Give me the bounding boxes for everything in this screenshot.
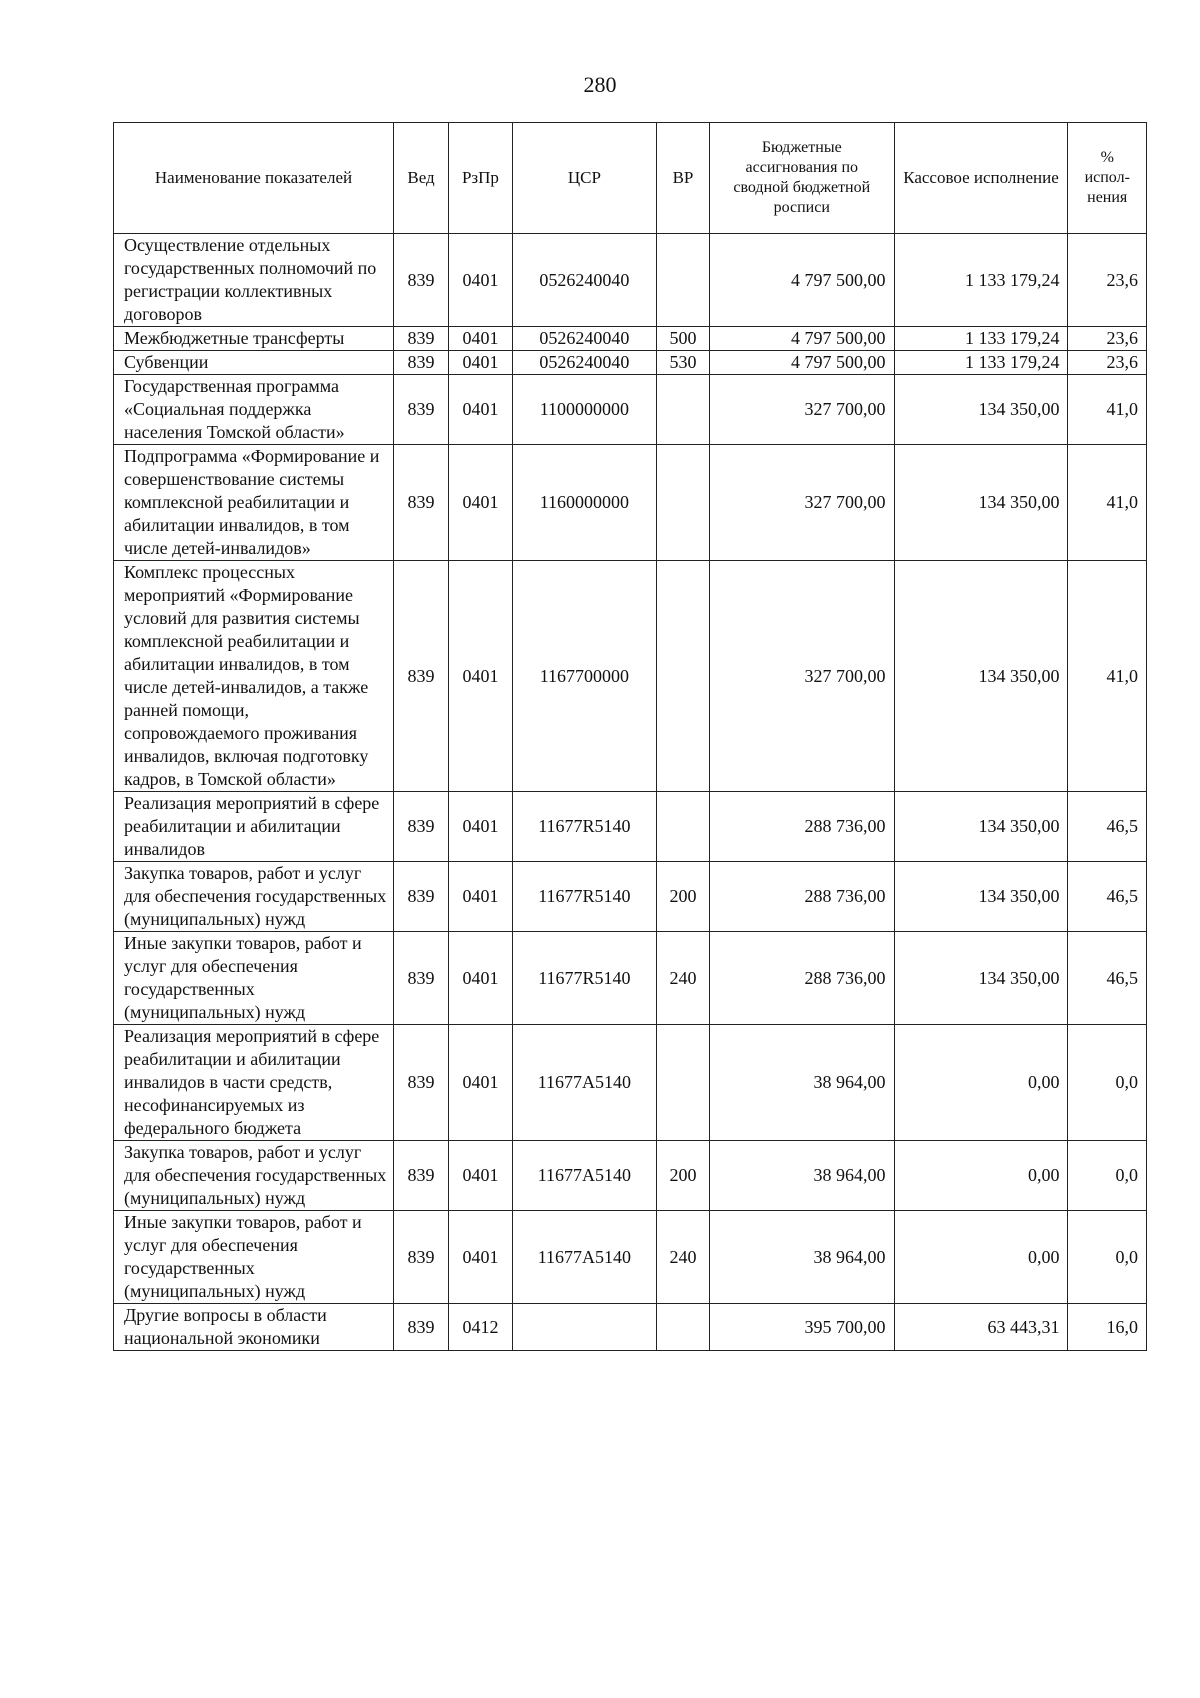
row-budget-allocation: 38 964,00 — [710, 1211, 895, 1304]
header-budget-allocations: Бюджетные ассигнования по сводной бюджетной росписи — [710, 123, 895, 234]
row-ved: 839 — [393, 932, 448, 1025]
row-csr: 11677R5140 — [512, 932, 656, 1025]
table-row — [114, 932, 1147, 1025]
header-csr: ЦСР — [512, 123, 656, 234]
table-row — [114, 327, 1147, 351]
row-rzpr: 0401 — [449, 792, 513, 862]
row-ved: 839 — [393, 1211, 448, 1304]
row-csr: 11677R5140 — [512, 862, 656, 932]
row-ved: 839 — [393, 862, 448, 932]
row-execution-percent: 16,0 — [1068, 1304, 1147, 1351]
row-execution-percent: 0,0 — [1068, 1025, 1147, 1141]
row-name: Государственная программа «Социальная поддержка населения Томской области» — [114, 375, 394, 445]
row-execution-percent: 41,0 — [1068, 561, 1147, 792]
row-rzpr: 0401 — [449, 1025, 513, 1141]
row-cash-execution: 134 350,00 — [894, 445, 1068, 561]
row-cash-execution: 0,00 — [894, 1025, 1068, 1141]
row-csr: 0526240040 — [512, 327, 656, 351]
table-row — [114, 234, 1147, 327]
row-vr: 240 — [656, 1211, 709, 1304]
row-execution-percent: 23,6 — [1068, 327, 1147, 351]
row-execution-percent: 23,6 — [1068, 234, 1147, 327]
row-name: Субвенции — [114, 351, 394, 375]
row-execution-percent: 0,0 — [1068, 1141, 1147, 1211]
row-vr — [656, 1025, 709, 1141]
row-rzpr: 0401 — [449, 375, 513, 445]
row-budget-allocation: 395 700,00 — [710, 1304, 895, 1351]
row-vr: 500 — [656, 327, 709, 351]
row-csr: 11677A5140 — [512, 1025, 656, 1141]
row-rzpr: 0401 — [449, 1211, 513, 1304]
row-rzpr: 0401 — [449, 445, 513, 561]
row-ved: 839 — [393, 351, 448, 375]
header-vr: ВР — [656, 123, 709, 234]
row-vr — [656, 234, 709, 327]
row-rzpr: 0401 — [449, 1141, 513, 1211]
row-name: Комплекс процессных мероприятий «Формирование условий для развития системы комплексной реабилитации и абилитации инвалидов, в том числе детей-инвалидов, а также ранней помощи, сопровождаемого проживания инвалидов, включая подготовку кадров, в Томской области» — [114, 561, 394, 792]
row-budget-allocation: 327 700,00 — [710, 375, 895, 445]
header-cash-execution: Кассовое исполнение — [894, 123, 1068, 234]
row-ved: 839 — [393, 327, 448, 351]
row-vr — [656, 375, 709, 445]
row-budget-allocation: 327 700,00 — [710, 561, 895, 792]
row-name: Иные закупки товаров, работ и услуг для обеспечения государственных (муниципальных) нужд — [114, 1211, 394, 1304]
row-csr — [512, 1304, 656, 1351]
table-header-row — [114, 123, 1147, 234]
row-cash-execution: 63 443,31 — [894, 1304, 1068, 1351]
row-execution-percent: 46,5 — [1068, 932, 1147, 1025]
header-execution-percent: % испол-нения — [1068, 123, 1147, 234]
row-rzpr: 0401 — [449, 234, 513, 327]
table-row — [114, 1141, 1147, 1211]
row-csr: 0526240040 — [512, 351, 656, 375]
row-vr: 530 — [656, 351, 709, 375]
row-ved: 839 — [393, 234, 448, 327]
row-cash-execution: 1 133 179,24 — [894, 351, 1068, 375]
row-vr: 240 — [656, 932, 709, 1025]
row-execution-percent: 23,6 — [1068, 351, 1147, 375]
row-name: Иные закупки товаров, работ и услуг для обеспечения государственных (муниципальных) нужд — [114, 932, 394, 1025]
row-cash-execution: 134 350,00 — [894, 932, 1068, 1025]
table-row — [114, 1211, 1147, 1304]
row-cash-execution: 1 133 179,24 — [894, 327, 1068, 351]
row-cash-execution: 134 350,00 — [894, 792, 1068, 862]
row-name: Закупка товаров, работ и услуг для обеспечения государственных (муниципальных) нужд — [114, 862, 394, 932]
row-csr: 11677A5140 — [512, 1211, 656, 1304]
row-vr — [656, 792, 709, 862]
table-row — [114, 862, 1147, 932]
row-csr: 1160000000 — [512, 445, 656, 561]
row-vr — [656, 561, 709, 792]
row-rzpr: 0401 — [449, 932, 513, 1025]
row-budget-allocation: 4 797 500,00 — [710, 234, 895, 327]
table-row — [114, 351, 1147, 375]
row-rzpr: 0401 — [449, 561, 513, 792]
row-csr: 11677R5140 — [512, 792, 656, 862]
row-name: Подпрограмма «Формирование и совершенствование системы комплексной реабилитации и абилитации инвалидов, в том числе детей-инвалидов» — [114, 445, 394, 561]
row-vr — [656, 1304, 709, 1351]
row-ved: 839 — [393, 1141, 448, 1211]
row-vr: 200 — [656, 862, 709, 932]
row-name: Межбюджетные трансферты — [114, 327, 394, 351]
table-row — [114, 445, 1147, 561]
row-rzpr: 0401 — [449, 862, 513, 932]
row-cash-execution: 0,00 — [894, 1141, 1068, 1211]
table-row — [114, 792, 1147, 862]
row-execution-percent: 0,0 — [1068, 1211, 1147, 1304]
row-budget-allocation: 38 964,00 — [710, 1141, 895, 1211]
row-budget-allocation: 4 797 500,00 — [710, 351, 895, 375]
page-number: 280 — [583, 72, 617, 97]
row-name: Реализация мероприятий в сфере реабилитации и абилитации инвалидов — [114, 792, 394, 862]
table-body — [114, 234, 1147, 1351]
table-row — [114, 375, 1147, 445]
row-csr: 1100000000 — [512, 375, 656, 445]
table-row — [114, 1025, 1147, 1141]
row-cash-execution: 134 350,00 — [894, 561, 1068, 792]
row-execution-percent: 41,0 — [1068, 375, 1147, 445]
row-cash-execution: 134 350,00 — [894, 862, 1068, 932]
header-ved: Вед — [393, 123, 448, 234]
row-execution-percent: 46,5 — [1068, 862, 1147, 932]
row-ved: 839 — [393, 1025, 448, 1141]
row-vr: 200 — [656, 1141, 709, 1211]
table-row — [114, 1304, 1147, 1351]
row-budget-allocation: 327 700,00 — [710, 445, 895, 561]
row-csr: 11677A5140 — [512, 1141, 656, 1211]
row-name: Осуществление отдельных государственных полномочий по регистрации коллективных договоров — [114, 234, 394, 327]
row-name: Закупка товаров, работ и услуг для обеспечения государственных (муниципальных) нужд — [114, 1141, 394, 1211]
row-budget-allocation: 288 736,00 — [710, 862, 895, 932]
row-cash-execution: 0,00 — [894, 1211, 1068, 1304]
row-name: Другие вопросы в области национальной экономики — [114, 1304, 394, 1351]
budget-table — [113, 122, 1147, 1351]
row-budget-allocation: 288 736,00 — [710, 792, 895, 862]
table-row — [114, 561, 1147, 792]
row-csr: 0526240040 — [512, 234, 656, 327]
row-ved: 839 — [393, 1304, 448, 1351]
row-execution-percent: 41,0 — [1068, 445, 1147, 561]
row-vr — [656, 445, 709, 561]
row-budget-allocation: 38 964,00 — [710, 1025, 895, 1141]
row-name: Реализация мероприятий в сфере реабилитации и абилитации инвалидов в части средств, несофинансируемых из федерального бюджета — [114, 1025, 394, 1141]
row-ved: 839 — [393, 445, 448, 561]
row-budget-allocation: 4 797 500,00 — [710, 327, 895, 351]
row-rzpr: 0412 — [449, 1304, 513, 1351]
row-ved: 839 — [393, 561, 448, 792]
row-rzpr: 0401 — [449, 351, 513, 375]
row-cash-execution: 1 133 179,24 — [894, 234, 1068, 327]
row-execution-percent: 46,5 — [1068, 792, 1147, 862]
row-ved: 839 — [393, 375, 448, 445]
row-rzpr: 0401 — [449, 327, 513, 351]
row-ved: 839 — [393, 792, 448, 862]
header-name: Наименование показателей — [114, 123, 394, 234]
row-cash-execution: 134 350,00 — [894, 375, 1068, 445]
row-budget-allocation: 288 736,00 — [710, 932, 895, 1025]
row-csr: 1167700000 — [512, 561, 656, 792]
header-rzpr: РзПр — [449, 123, 513, 234]
